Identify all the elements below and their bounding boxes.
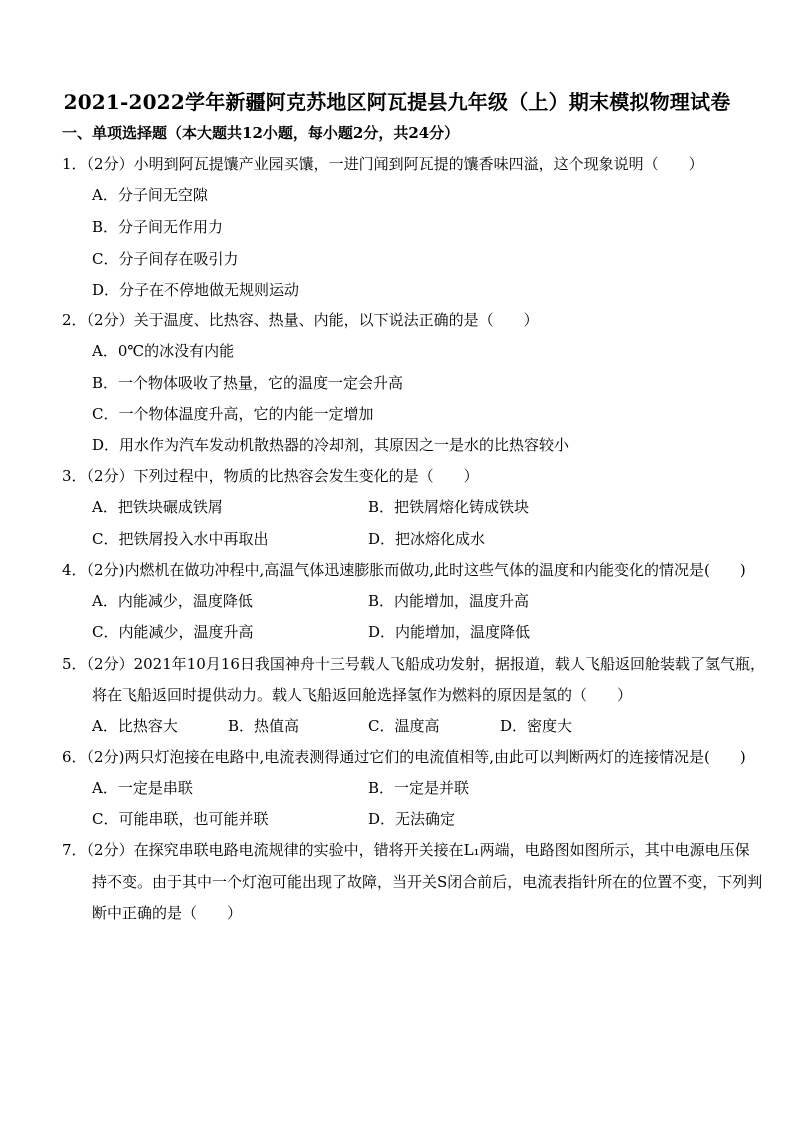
question-6-stem: 6．（2分)两只灯泡接在电路中,电流表测得通过它们的电流值相等,由此可以判断两灯的连接情况是( ) xyxy=(62,748,746,766)
question-4-option-d: D．内能增加，温度降低 xyxy=(368,623,531,641)
question-2-stem: 2．（2分）关于温度、比热容、热量、内能，以下说法正确的是（ ） xyxy=(62,311,539,329)
question-1-option-b: B．分子间无作用力 xyxy=(92,218,224,236)
question-1-option-a: A．分子间无空隙 xyxy=(92,186,208,204)
question-5-option-d: D．密度大 xyxy=(500,717,573,735)
question-4-option-a: A．内能减少，温度降低 xyxy=(92,592,253,610)
question-5-option-a: A．比热容大 xyxy=(92,717,178,735)
question-5-option-b: B．热值高 xyxy=(228,717,300,735)
section-heading: 一、单项选择题（本大题共12小题，每小题2分，共24分） xyxy=(62,124,460,142)
exam-title: 2021-2022学年新疆阿克苏地区阿瓦提县九年级（上）期末模拟物理试卷 xyxy=(63,90,731,114)
question-5-stem-line-2: 将在飞船返回时提供动力。载人飞船返回舱选择氢作为燃料的原因是氢的（ ） xyxy=(92,686,633,704)
question-3-option-c: C．把铁屑投入水中再取出 xyxy=(92,530,269,548)
question-1-option-d: D．分子在不停地做无规则运动 xyxy=(92,281,300,299)
question-3-option-a: A．把铁块碾成铁屑 xyxy=(92,498,223,516)
question-1-stem: 1．（2分）小明到阿瓦提馕产业园买馕，一进门闻到阿瓦提的馕香味四溢，这个现象说明（ ） xyxy=(62,155,704,173)
question-5-option-c: C．温度高 xyxy=(368,717,440,735)
question-3-stem: 3．（2分）下列过程中，物质的比热容会发生变化的是（ ） xyxy=(62,467,479,485)
question-6-option-b: B．一定是并联 xyxy=(368,779,470,797)
question-3-option-d: D．把冰熔化成水 xyxy=(368,530,486,548)
question-1-option-c: C．分子间存在吸引力 xyxy=(92,250,239,268)
question-6-option-c: C．可能串联，也可能并联 xyxy=(92,810,269,828)
question-4-option-c: C．内能减少，温度升高 xyxy=(92,623,254,641)
question-7-stem-line-3: 断中正确的是（ ） xyxy=(92,904,243,922)
question-7-stem-line-1: 7．（2分）在探究串联电路电流规律的实验中，错将开关接在L₁两端，电路图如图所示，其中电源电压保 xyxy=(62,841,750,859)
question-6-option-d: D．无法确定 xyxy=(368,810,456,828)
question-2-option-d: D．用水作为汽车发动机散热器的冷却剂，其原因之一是水的比热容较小 xyxy=(92,436,570,454)
question-4-stem: 4．（2分)内燃机在做功冲程中,高温气体迅速膨胀而做功,此时这些气体的温度和内能变化的情况是( ) xyxy=(62,561,746,579)
question-2-option-b: B．一个物体吸收了热量，它的温度一定会升高 xyxy=(92,374,404,392)
question-3-option-b: B．把铁屑熔化铸成铁块 xyxy=(368,498,530,516)
question-4-option-b: B．内能增加，温度升高 xyxy=(368,592,530,610)
question-6-option-a: A．一定是串联 xyxy=(92,779,193,797)
question-2-option-c: C．一个物体温度升高，它的内能一定增加 xyxy=(92,405,374,423)
question-5-stem-line-1: 5．（2分）2021年10月16日我国神舟十三号载人飞船成功发射，据报道，载人飞船返回舱装载了氢气瓶， xyxy=(62,655,765,673)
question-7-stem-line-2: 持不变。由于其中一个灯泡可能出现了故障，当开关S闭合前后，电流表指针所在的位置不变，下列判 xyxy=(92,873,763,891)
question-2-option-a: A．0℃的冰没有内能 xyxy=(92,342,235,360)
